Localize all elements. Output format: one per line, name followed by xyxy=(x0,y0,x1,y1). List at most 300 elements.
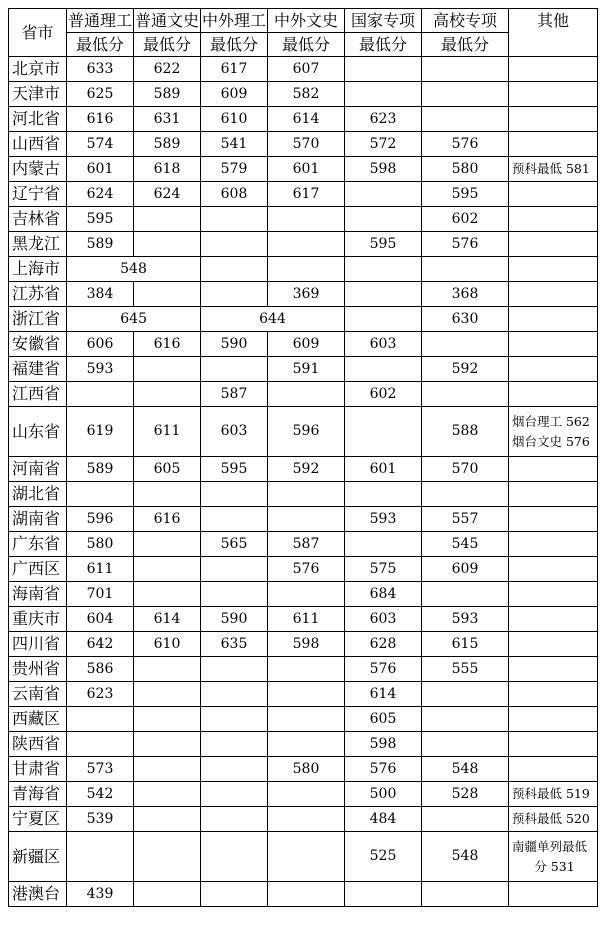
score-cell: 593 xyxy=(422,607,509,632)
score-cell xyxy=(201,657,268,682)
note-cell xyxy=(509,107,598,132)
score-cell xyxy=(422,482,509,507)
province-name: 四川省 xyxy=(9,632,67,657)
header-col-6: 高校专项 xyxy=(422,9,509,33)
table-cell xyxy=(509,307,598,332)
note-cell: 预科最低 520 xyxy=(509,807,598,832)
header-col-7: 其他 xyxy=(509,9,598,57)
score-cell: 557 xyxy=(422,507,509,532)
score-cell: 368 xyxy=(422,282,509,307)
province-name: 贵州省 xyxy=(9,657,67,682)
province-name: 吉林省 xyxy=(9,207,67,232)
score-cell: 525 xyxy=(345,832,422,882)
score-cell: 595 xyxy=(422,182,509,207)
header-col-4: 中外文史 xyxy=(268,9,345,33)
score-cell xyxy=(422,882,509,907)
score-cell: 601 xyxy=(345,457,422,482)
score-cell xyxy=(422,732,509,757)
score-cell xyxy=(268,732,345,757)
score-cell: 607 xyxy=(268,57,345,82)
table-row xyxy=(9,332,598,357)
note-cell xyxy=(509,57,598,82)
province-name: 浙江省 xyxy=(9,307,67,332)
score-cell xyxy=(268,782,345,807)
note-cell xyxy=(509,632,598,657)
score-cell xyxy=(201,732,268,757)
score-cell xyxy=(134,832,201,882)
table-row xyxy=(9,607,598,632)
score-cell: 598 xyxy=(268,632,345,657)
score-cell: 622 xyxy=(134,57,201,82)
score-cell: 572 xyxy=(345,132,422,157)
score-cell: 439 xyxy=(67,882,134,907)
score-cell: 616 xyxy=(67,107,134,132)
table-row xyxy=(9,132,598,157)
score-cell xyxy=(422,682,509,707)
table-row xyxy=(9,307,598,332)
note-cell xyxy=(509,732,598,757)
note-line: 分 531 xyxy=(534,858,575,874)
score-cell: 611 xyxy=(268,607,345,632)
province-name: 天津市 xyxy=(9,82,67,107)
table-row xyxy=(9,82,598,107)
subheader-col-2: 最低分 xyxy=(134,33,201,57)
subheader-col-5: 最低分 xyxy=(345,33,422,57)
note-line: 烟台文史 576 xyxy=(512,433,590,449)
score-cell: 616 xyxy=(134,332,201,357)
score-cell xyxy=(201,357,268,382)
score-cell xyxy=(67,832,134,882)
score-cell xyxy=(134,232,201,257)
province-name: 宁夏区 xyxy=(9,807,67,832)
score-cell xyxy=(422,382,509,407)
score-cell: 624 xyxy=(67,182,134,207)
score-cell xyxy=(201,882,268,907)
score-cell xyxy=(345,532,422,557)
score-cell xyxy=(134,282,201,307)
province-name: 黑龙江 xyxy=(9,232,67,257)
province-name: 北京市 xyxy=(9,57,67,82)
score-cell xyxy=(201,207,268,232)
score-cell xyxy=(268,657,345,682)
score-cell: 633 xyxy=(67,57,134,82)
table-cell xyxy=(345,307,422,332)
score-cell xyxy=(345,282,422,307)
province-name: 安徽省 xyxy=(9,332,67,357)
province-name: 青海省 xyxy=(9,782,67,807)
province-name: 上海市 xyxy=(9,257,67,282)
score-cell: 593 xyxy=(67,357,134,382)
score-cell xyxy=(134,782,201,807)
score-cell xyxy=(268,707,345,732)
score-cell xyxy=(201,507,268,532)
score-cell: 605 xyxy=(134,457,201,482)
score-cell xyxy=(134,682,201,707)
subheader-col-3: 最低分 xyxy=(201,33,268,57)
score-cell: 548 xyxy=(422,832,509,882)
table-row xyxy=(9,782,598,807)
score-cell xyxy=(134,807,201,832)
score-cell xyxy=(134,882,201,907)
score-cell: 587 xyxy=(268,532,345,557)
score-cell: 610 xyxy=(201,107,268,132)
score-cell: 592 xyxy=(422,357,509,382)
note-cell xyxy=(509,207,598,232)
score-cell: 610 xyxy=(134,632,201,657)
score-cell: 605 xyxy=(345,707,422,732)
score-cell: 598 xyxy=(345,157,422,182)
score-cell: 604 xyxy=(67,607,134,632)
table-row xyxy=(9,257,598,282)
table-row xyxy=(9,732,598,757)
province-name: 广东省 xyxy=(9,532,67,557)
table-row xyxy=(9,457,598,482)
score-cell xyxy=(201,557,268,582)
score-cell: 614 xyxy=(134,607,201,632)
score-cell xyxy=(268,232,345,257)
score-cell xyxy=(268,682,345,707)
score-cell xyxy=(422,57,509,82)
score-cell: 595 xyxy=(201,457,268,482)
note-cell: 预科最低 519 xyxy=(509,782,598,807)
table-row xyxy=(9,532,598,557)
score-cell: 576 xyxy=(422,232,509,257)
score-cell: 484 xyxy=(345,807,422,832)
score-cell xyxy=(345,482,422,507)
note-cell xyxy=(509,132,598,157)
score-cell: 619 xyxy=(67,407,134,457)
table-row xyxy=(9,207,598,232)
province-name: 山东省 xyxy=(9,407,67,457)
score-cell: 596 xyxy=(268,407,345,457)
score-cell: 635 xyxy=(201,632,268,657)
province-name: 海南省 xyxy=(9,582,67,607)
province-name: 山西省 xyxy=(9,132,67,157)
score-cell: 684 xyxy=(345,582,422,607)
score-cell: 701 xyxy=(67,582,134,607)
note-cell: 预科最低 581 xyxy=(509,157,598,182)
header-col-2: 普通文史 xyxy=(134,9,201,33)
score-cell xyxy=(268,807,345,832)
score-cell xyxy=(134,207,201,232)
score-cell: 576 xyxy=(422,132,509,157)
score-cell: 593 xyxy=(345,507,422,532)
merged-score-cell: 548 xyxy=(67,257,201,282)
province-name: 西藏区 xyxy=(9,707,67,732)
score-cell: 580 xyxy=(422,157,509,182)
score-cell: 541 xyxy=(201,132,268,157)
province-name: 甘肃省 xyxy=(9,757,67,782)
score-cell: 601 xyxy=(67,157,134,182)
note-cell xyxy=(509,507,598,532)
table-row xyxy=(9,657,598,682)
header-province: 省市 xyxy=(9,9,67,57)
score-cell xyxy=(268,832,345,882)
table-cell: 630 xyxy=(422,307,509,332)
score-cell: 595 xyxy=(345,232,422,257)
table-row xyxy=(9,232,598,257)
score-cell: 539 xyxy=(67,807,134,832)
table-row xyxy=(9,757,598,782)
score-cell xyxy=(134,557,201,582)
note-cell xyxy=(509,757,598,782)
score-cell: 542 xyxy=(67,782,134,807)
province-name: 湖南省 xyxy=(9,507,67,532)
score-cell xyxy=(422,332,509,357)
score-cell xyxy=(134,382,201,407)
score-cell xyxy=(422,582,509,607)
score-cell: 603 xyxy=(345,607,422,632)
table-row xyxy=(9,282,598,307)
score-cell: 598 xyxy=(345,732,422,757)
note-cell xyxy=(509,482,598,507)
score-cell xyxy=(422,807,509,832)
score-cell: 623 xyxy=(345,107,422,132)
score-cell: 576 xyxy=(268,557,345,582)
score-cell: 617 xyxy=(268,182,345,207)
score-cell: 609 xyxy=(268,332,345,357)
score-cell xyxy=(201,682,268,707)
score-cell xyxy=(422,107,509,132)
table-cell xyxy=(268,257,345,282)
score-cell: 602 xyxy=(422,207,509,232)
score-cell: 589 xyxy=(67,232,134,257)
score-cell xyxy=(345,57,422,82)
header-col-5: 国家专项 xyxy=(345,9,422,33)
score-cell: 565 xyxy=(201,532,268,557)
admission-score-table xyxy=(8,8,598,907)
score-cell xyxy=(134,707,201,732)
score-cell: 625 xyxy=(67,82,134,107)
score-cell xyxy=(201,807,268,832)
table-row xyxy=(9,157,598,182)
note-cell xyxy=(509,282,598,307)
table-row xyxy=(9,882,598,907)
table-cell xyxy=(509,257,598,282)
note-cell xyxy=(509,582,598,607)
score-cell: 545 xyxy=(422,532,509,557)
score-cell xyxy=(268,482,345,507)
header-col-3: 中外理工 xyxy=(201,9,268,33)
note-cell xyxy=(509,457,598,482)
table-row xyxy=(9,557,598,582)
score-cell: 555 xyxy=(422,657,509,682)
note-cell xyxy=(509,407,598,457)
score-cell xyxy=(268,382,345,407)
score-cell xyxy=(67,382,134,407)
score-cell xyxy=(201,582,268,607)
score-cell xyxy=(201,707,268,732)
score-cell: 618 xyxy=(134,157,201,182)
merged-score-cell: 644 xyxy=(201,307,345,332)
score-cell: 589 xyxy=(67,457,134,482)
score-cell: 611 xyxy=(67,557,134,582)
score-cell xyxy=(134,732,201,757)
province-name: 广西区 xyxy=(9,557,67,582)
score-cell xyxy=(345,407,422,457)
merged-score-cell: 645 xyxy=(67,307,201,332)
score-cell xyxy=(345,882,422,907)
table-row xyxy=(9,57,598,82)
score-cell: 623 xyxy=(67,682,134,707)
province-name: 河南省 xyxy=(9,457,67,482)
note-cell xyxy=(509,382,598,407)
score-cell xyxy=(134,357,201,382)
score-cell xyxy=(134,532,201,557)
province-name: 江苏省 xyxy=(9,282,67,307)
table-row xyxy=(9,632,598,657)
score-cell xyxy=(422,82,509,107)
province-name: 辽宁省 xyxy=(9,182,67,207)
score-cell: 602 xyxy=(345,382,422,407)
province-name: 港澳台 xyxy=(9,882,67,907)
score-cell xyxy=(67,482,134,507)
score-cell xyxy=(134,582,201,607)
province-name: 江西省 xyxy=(9,382,67,407)
score-cell: 548 xyxy=(422,757,509,782)
score-cell xyxy=(345,207,422,232)
province-name: 内蒙古 xyxy=(9,157,67,182)
score-cell: 624 xyxy=(134,182,201,207)
table-cell xyxy=(201,257,268,282)
table-row xyxy=(9,807,598,832)
score-cell: 603 xyxy=(201,407,268,457)
score-cell: 596 xyxy=(67,507,134,532)
note-cell xyxy=(509,707,598,732)
province-name: 福建省 xyxy=(9,357,67,382)
province-name: 陕西省 xyxy=(9,732,67,757)
score-cell: 582 xyxy=(268,82,345,107)
score-cell xyxy=(201,232,268,257)
subheader-col-1: 最低分 xyxy=(67,33,134,57)
note-cell xyxy=(509,832,598,882)
subheader-col-6: 最低分 xyxy=(422,33,509,57)
score-cell: 589 xyxy=(134,132,201,157)
table-row xyxy=(9,357,598,382)
table-cell xyxy=(345,257,422,282)
note-cell xyxy=(509,182,598,207)
score-cell: 608 xyxy=(201,182,268,207)
score-cell: 642 xyxy=(67,632,134,657)
score-cell: 616 xyxy=(134,507,201,532)
table-row xyxy=(9,382,598,407)
score-cell xyxy=(268,582,345,607)
score-cell: 570 xyxy=(422,457,509,482)
score-cell: 595 xyxy=(67,207,134,232)
score-cell xyxy=(134,757,201,782)
score-cell: 384 xyxy=(67,282,134,307)
note-cell xyxy=(509,682,598,707)
table-row xyxy=(9,507,598,532)
score-cell: 570 xyxy=(268,132,345,157)
table-row xyxy=(9,182,598,207)
score-cell: 580 xyxy=(67,532,134,557)
score-cell: 614 xyxy=(345,682,422,707)
note-cell xyxy=(509,82,598,107)
score-cell xyxy=(268,507,345,532)
score-cell: 590 xyxy=(201,607,268,632)
score-cell: 576 xyxy=(345,757,422,782)
province-name: 湖北省 xyxy=(9,482,67,507)
score-cell xyxy=(134,482,201,507)
score-cell: 591 xyxy=(268,357,345,382)
province-name: 河北省 xyxy=(9,107,67,132)
score-cell: 580 xyxy=(268,757,345,782)
score-cell: 528 xyxy=(422,782,509,807)
score-cell: 576 xyxy=(345,657,422,682)
table-row xyxy=(9,582,598,607)
header-row xyxy=(9,9,598,33)
note-cell xyxy=(509,357,598,382)
note-cell xyxy=(509,532,598,557)
province-name: 重庆市 xyxy=(9,607,67,632)
score-cell: 574 xyxy=(67,132,134,157)
score-cell: 628 xyxy=(345,632,422,657)
score-cell xyxy=(268,882,345,907)
score-cell xyxy=(345,82,422,107)
score-cell: 587 xyxy=(201,382,268,407)
table-row xyxy=(9,707,598,732)
note-cell xyxy=(509,607,598,632)
score-cell: 601 xyxy=(268,157,345,182)
score-cell xyxy=(134,657,201,682)
table-row xyxy=(9,832,598,882)
score-cell: 609 xyxy=(201,82,268,107)
score-cell: 369 xyxy=(268,282,345,307)
score-cell xyxy=(67,732,134,757)
note-cell xyxy=(509,232,598,257)
table-cell xyxy=(422,257,509,282)
score-cell: 589 xyxy=(134,82,201,107)
table-body xyxy=(9,9,598,907)
score-cell xyxy=(201,282,268,307)
score-cell: 603 xyxy=(345,332,422,357)
score-cell xyxy=(201,482,268,507)
province-name: 云南省 xyxy=(9,682,67,707)
subheader-col-4: 最低分 xyxy=(268,33,345,57)
score-cell: 590 xyxy=(201,332,268,357)
table-row xyxy=(9,682,598,707)
score-cell xyxy=(345,182,422,207)
score-cell: 631 xyxy=(134,107,201,132)
note-cell xyxy=(509,332,598,357)
score-cell: 615 xyxy=(422,632,509,657)
table-row xyxy=(9,407,598,457)
score-cell: 614 xyxy=(268,107,345,132)
score-cell: 500 xyxy=(345,782,422,807)
score-cell: 611 xyxy=(134,407,201,457)
score-cell: 573 xyxy=(67,757,134,782)
note-line: 南疆单列最低 xyxy=(512,839,588,855)
score-cell: 575 xyxy=(345,557,422,582)
note-cell xyxy=(509,657,598,682)
note-line: 烟台理工 562 xyxy=(512,414,590,430)
score-cell xyxy=(268,207,345,232)
header-col-1: 普通理工 xyxy=(67,9,134,33)
score-cell: 609 xyxy=(422,557,509,582)
score-cell xyxy=(201,782,268,807)
score-cell: 617 xyxy=(201,57,268,82)
score-cell xyxy=(201,757,268,782)
score-cell: 586 xyxy=(67,657,134,682)
note-cell xyxy=(509,882,598,907)
table-row xyxy=(9,482,598,507)
score-cell xyxy=(422,707,509,732)
score-cell xyxy=(345,357,422,382)
score-cell: 592 xyxy=(268,457,345,482)
score-cell: 588 xyxy=(422,407,509,457)
province-name: 新疆区 xyxy=(9,832,67,882)
